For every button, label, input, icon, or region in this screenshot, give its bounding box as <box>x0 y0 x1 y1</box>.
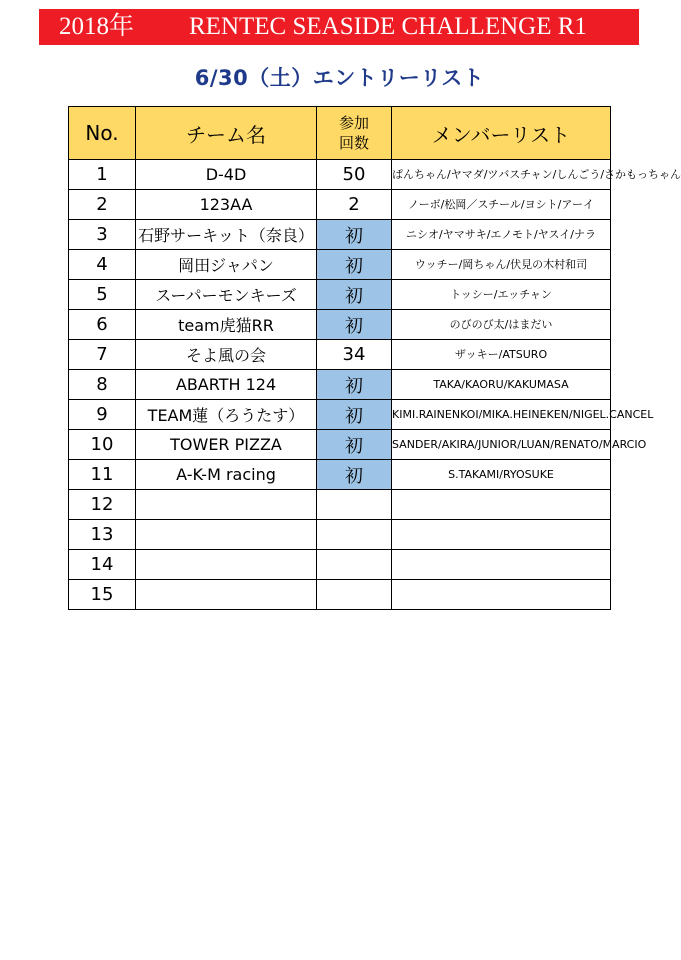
table-row <box>69 160 611 190</box>
entry-number: 9 <box>69 400 136 430</box>
entry-number: 2 <box>69 190 136 220</box>
participation-count: 34 <box>317 340 392 370</box>
team-name: 岡田ジャパン <box>136 250 317 280</box>
member-list <box>392 580 611 610</box>
participation-count: 初 <box>317 460 392 490</box>
member-list: トッシー/エッチャン <box>392 280 611 310</box>
participation-count: 初 <box>317 400 392 430</box>
column-header-team: チーム名 <box>136 107 317 160</box>
entry-number: 4 <box>69 250 136 280</box>
team-name <box>136 490 317 520</box>
column-header-no: No. <box>69 107 136 160</box>
member-list: KIMI.RAINENKOI/MIKA.HEINEKEN/NIGEL.CANCEL <box>392 400 611 430</box>
member-list <box>392 550 611 580</box>
table-row <box>69 460 611 490</box>
entry-number: 8 <box>69 370 136 400</box>
banner-event-name: RENTEC SEASIDE CHALLENGE R1 <box>189 13 587 40</box>
member-list: TAKA/KAORU/KAKUMASA <box>392 370 611 400</box>
team-name: TOWER PIZZA <box>136 430 317 460</box>
participation-count <box>317 550 392 580</box>
team-name <box>136 550 317 580</box>
entry-table <box>68 106 681 610</box>
member-list: ザッキー/ATSURO <box>392 340 611 370</box>
member-list: SANDER/AKIRA/JUNIOR/LUAN/RENATO/MARCIO <box>392 430 611 460</box>
participation-count <box>317 490 392 520</box>
table-row <box>69 280 611 310</box>
entry-number: 10 <box>69 430 136 460</box>
table-header-row <box>69 107 611 160</box>
table-row <box>69 490 611 520</box>
member-list <box>392 490 611 520</box>
team-name: そよ風の会 <box>136 340 317 370</box>
team-name: 石野サーキット（奈良） <box>136 220 317 250</box>
participation-count: 50 <box>317 160 392 190</box>
column-header-count-line1: 参加 <box>338 114 369 132</box>
member-list: ウッチー/岡ちゃん/伏見の木村和司 <box>392 250 611 280</box>
team-name: ABARTH 124 <box>136 370 317 400</box>
table-body <box>69 160 681 610</box>
member-list: ぱんちゃん/ヤマダ/ツバスチャン/しんごう/さかもっちゃん <box>392 160 611 190</box>
table-row <box>69 340 611 370</box>
entry-number: 13 <box>69 520 136 550</box>
entry-number: 5 <box>69 280 136 310</box>
table-row <box>69 220 611 250</box>
member-list: のびのび太/はまだい <box>392 310 611 340</box>
member-list: ノーボ/松岡／スチール/ヨシト/アーイ <box>392 190 611 220</box>
banner-year: 2018年 <box>59 13 135 40</box>
entry-number: 15 <box>69 580 136 610</box>
member-list <box>392 520 611 550</box>
entry-number: 11 <box>69 460 136 490</box>
table-row <box>69 520 611 550</box>
participation-count: 初 <box>317 220 392 250</box>
team-name: team虎猫RR <box>136 310 317 340</box>
participation-count: 初 <box>317 430 392 460</box>
column-header-count <box>317 107 392 160</box>
table-row <box>69 580 611 610</box>
entry-number: 7 <box>69 340 136 370</box>
table-row <box>69 550 611 580</box>
member-list: ニシオ/ヤマサキ/エノモト/ヤスイ/ナラ <box>392 220 611 250</box>
participation-count: 2 <box>317 190 392 220</box>
team-name: スーパーモンキーズ <box>136 280 317 310</box>
table-row <box>69 430 611 460</box>
participation-count <box>317 580 392 610</box>
team-name <box>136 520 317 550</box>
participation-count: 初 <box>317 280 392 310</box>
column-header-members: メンバーリスト <box>392 107 611 160</box>
table-row <box>69 400 611 430</box>
entry-number: 12 <box>69 490 136 520</box>
participation-count: 初 <box>317 310 392 340</box>
table-row <box>69 370 611 400</box>
team-name: 123AA <box>136 190 317 220</box>
table-row <box>69 310 611 340</box>
entry-number: 14 <box>69 550 136 580</box>
team-name: TEAM蓮（ろうたす） <box>136 400 317 430</box>
participation-count: 初 <box>317 370 392 400</box>
team-name: D-4D <box>136 160 317 190</box>
title-banner <box>39 9 639 45</box>
team-name: A-K-M racing <box>136 460 317 490</box>
team-name <box>136 580 317 610</box>
table-row <box>69 250 611 280</box>
participation-count: 初 <box>317 250 392 280</box>
member-list: S.TAKAMI/RYOSUKE <box>392 460 611 490</box>
table-row <box>69 190 611 220</box>
participation-count <box>317 520 392 550</box>
entry-number: 1 <box>69 160 136 190</box>
page-subtitle: 6/30（土）エントリーリスト <box>194 66 485 90</box>
entry-number: 3 <box>69 220 136 250</box>
entry-number: 6 <box>69 310 136 340</box>
column-header-count-line2: 回数 <box>338 134 369 152</box>
